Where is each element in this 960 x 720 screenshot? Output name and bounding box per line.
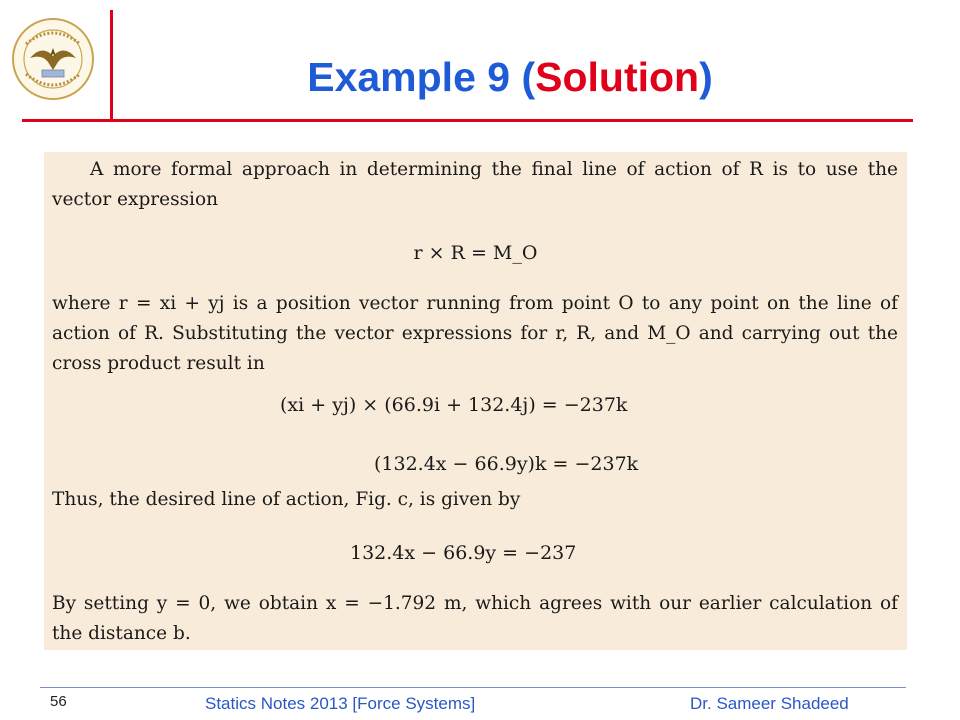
page-number: 56	[50, 693, 67, 710]
paragraph-position-vector: where r = xi + yj is a position vector running from point O to any point on the line of action of R. Substituting the vector expressions for r, R, and M_O and carrying out the cross product result in	[52, 293, 898, 374]
footer-course-title: Statics Notes 2013 [Force Systems]	[205, 694, 476, 713]
paragraph-intro: A more formal approach in determining the final line of action of R is to use the vector expression	[52, 159, 898, 210]
equation-simplified: (132.4x − 66.9y)k = −237k	[374, 453, 639, 475]
header-vertical-divider	[110, 10, 113, 120]
slide-title: Example 9 (Solution)	[307, 54, 713, 100]
footer-divider	[40, 687, 906, 688]
solution-excerpt	[44, 152, 907, 650]
paragraph-conclusion: By setting y = 0, we obtain x = −1.792 m, which agrees with our earlier calculation of the distance b.	[52, 593, 898, 644]
paragraph-line-of-action: Thus, the desired line of action, Fig. c, is given by	[52, 489, 521, 510]
university-seal-icon	[12, 18, 94, 100]
header-horizontal-divider	[22, 119, 913, 122]
footer-author: Dr. Sameer Shadeed	[690, 694, 849, 713]
equation-line-of-action: 132.4x − 66.9y = −237	[350, 542, 577, 564]
equation-cross-product: (xi + yj) × (66.9i + 132.4j) = −237k	[280, 394, 628, 416]
equation-moment: r × R = M_O	[413, 242, 538, 264]
